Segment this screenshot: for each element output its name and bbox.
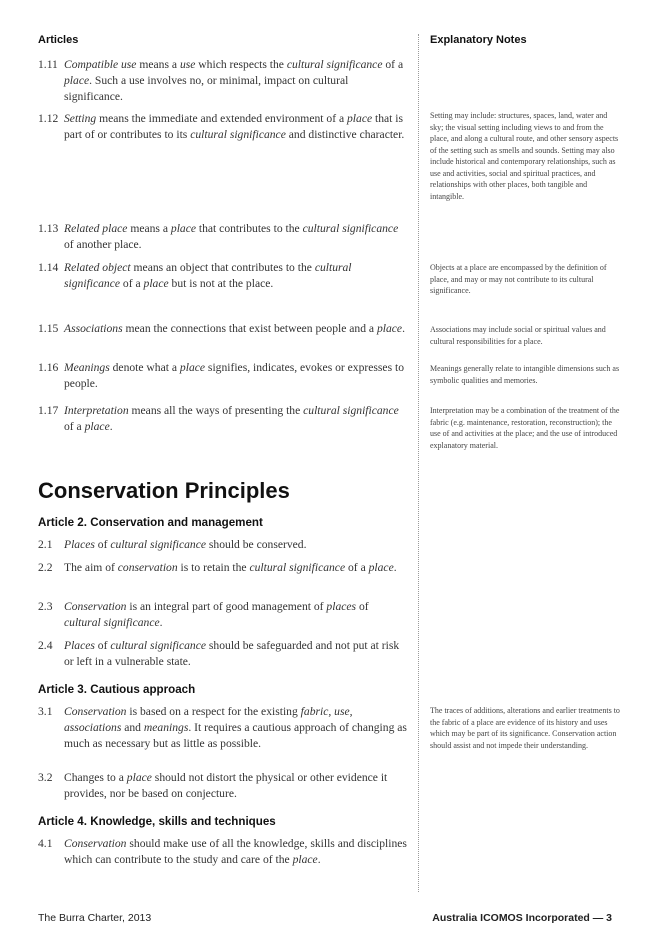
clause-2-3 <box>38 599 408 631</box>
clause-number: 1.16 <box>38 361 59 374</box>
clause-text: Changes to a place should not distort the physical or other evidence it provides, nor be based on conjecture. <box>64 771 388 800</box>
clause-number: 2.2 <box>38 561 53 574</box>
clause-2-2 <box>38 560 408 576</box>
definition-1-16 <box>38 360 408 392</box>
definition-1-17 <box>38 403 408 435</box>
clause-number: 1.17 <box>38 404 59 417</box>
note-associations: Associations may include social or spiritual values and cultural responsibilities for a place. <box>430 325 606 346</box>
footer-document-title: The Burra Charter, 2013 <box>38 912 152 924</box>
clause-text: Compatible use means a use which respects the cultural significance of a place. Such a use involves no, or minimal, impact on cultural significance. <box>64 58 404 103</box>
clause-number: 1.13 <box>38 222 59 235</box>
clause-text: Places of cultural significance should be safeguarded and not put at risk or left in a vulnerable state. <box>64 639 400 668</box>
clause-text: Conservation should make use of all the knowledge, skills and disciplines which can contribute to the study and care of the place. <box>64 837 407 866</box>
definition-1-14 <box>38 260 408 292</box>
clause-number: 1.14 <box>38 261 59 274</box>
section-title: Conservation Principles <box>38 478 290 503</box>
clause-number: 4.1 <box>38 837 53 850</box>
note-interpretation: Interpretation may be a combination of the treatment of the fabric (e.g. maintenance, restoration, reconstruction); the use of and activities at the place; and the use of introduced explanatory material. <box>430 406 620 450</box>
column-divider <box>418 34 419 892</box>
article-2-heading: Article 2. Conservation and management <box>38 516 263 529</box>
clause-text: The aim of conservation is to retain the cultural significance of a place. <box>64 561 397 574</box>
footer-page-number: Australia ICOMOS Incorporated — 3 <box>432 912 612 924</box>
article-4-heading: Article 4. Knowledge, skills and techniques <box>38 815 276 828</box>
clause-number: 2.1 <box>38 538 53 551</box>
clause-number: 2.3 <box>38 600 53 613</box>
article-3-heading: Article 3. Cautious approach <box>38 683 196 696</box>
clause-number: 1.12 <box>38 112 59 125</box>
clause-text: Meanings denote what a place signifies, indicates, evokes or expresses to people. <box>64 361 405 390</box>
explanatory-notes-header: Explanatory Notes <box>430 34 527 46</box>
clause-number: 2.4 <box>38 639 53 652</box>
note-meanings: Meanings generally relate to intangible dimensions such as symbolic qualities and memories. <box>430 364 620 385</box>
definition-1-11 <box>38 57 408 105</box>
clause-number: 1.11 <box>38 58 58 71</box>
clause-number: 1.15 <box>38 322 59 335</box>
clause-4-1 <box>38 836 408 868</box>
clause-2-1 <box>38 537 408 553</box>
note-setting: Setting may include: structures, spaces, land, water and sky; the visual setting including views to and from the place, and along a cultural route, and other sensory aspects of the setting such as smells and sounds. Setting may also include historical and contemporary relationships, such as use and activities, social and spiritual practices, and relationships with other places, both tangible and intangible. <box>430 111 619 201</box>
definition-1-13 <box>38 221 408 253</box>
clause-text: Related object means an object that contributes to the cultural significance of a place but is not at the place. <box>64 261 352 290</box>
clause-number: 3.2 <box>38 771 53 784</box>
clause-text: Places of cultural significance should be conserved. <box>64 538 307 551</box>
clause-text: Interpretation means all the ways of presenting the cultural significance of a place. <box>64 404 399 433</box>
clause-2-4 <box>38 638 408 670</box>
clause-3-1 <box>38 704 408 752</box>
note-related-objects: Objects at a place are encompassed by the definition of place, and may or may not contribute to its cultural significance. <box>430 263 607 295</box>
note-traces: The traces of additions, alterations and earlier treatments to the fabric of a place are evidence of its history and uses which may be part of its significance. Conservation action should assist and not impede their understanding. <box>430 706 620 750</box>
clause-text: Associations mean the connections that exist between people and a place. <box>64 322 405 335</box>
clause-text: Conservation is an integral part of good management of places of cultural significance. <box>64 600 369 629</box>
clause-number: 3.1 <box>38 705 53 718</box>
articles-header: Articles <box>38 34 79 46</box>
clause-text: Setting means the immediate and extended environment of a place that is part of or contributes to its cultural significance and distinctive character. <box>64 112 405 141</box>
clause-text: Conservation is based on a respect for the existing fabric, use, associations and meanings. It requires a cautious approach of changing as much as necessary but as little as possible. <box>64 705 407 750</box>
definition-1-15 <box>38 321 408 337</box>
clause-text: Related place means a place that contributes to the cultural significance of another place. <box>64 222 399 251</box>
clause-3-2 <box>38 770 408 802</box>
definition-1-12 <box>38 111 408 143</box>
